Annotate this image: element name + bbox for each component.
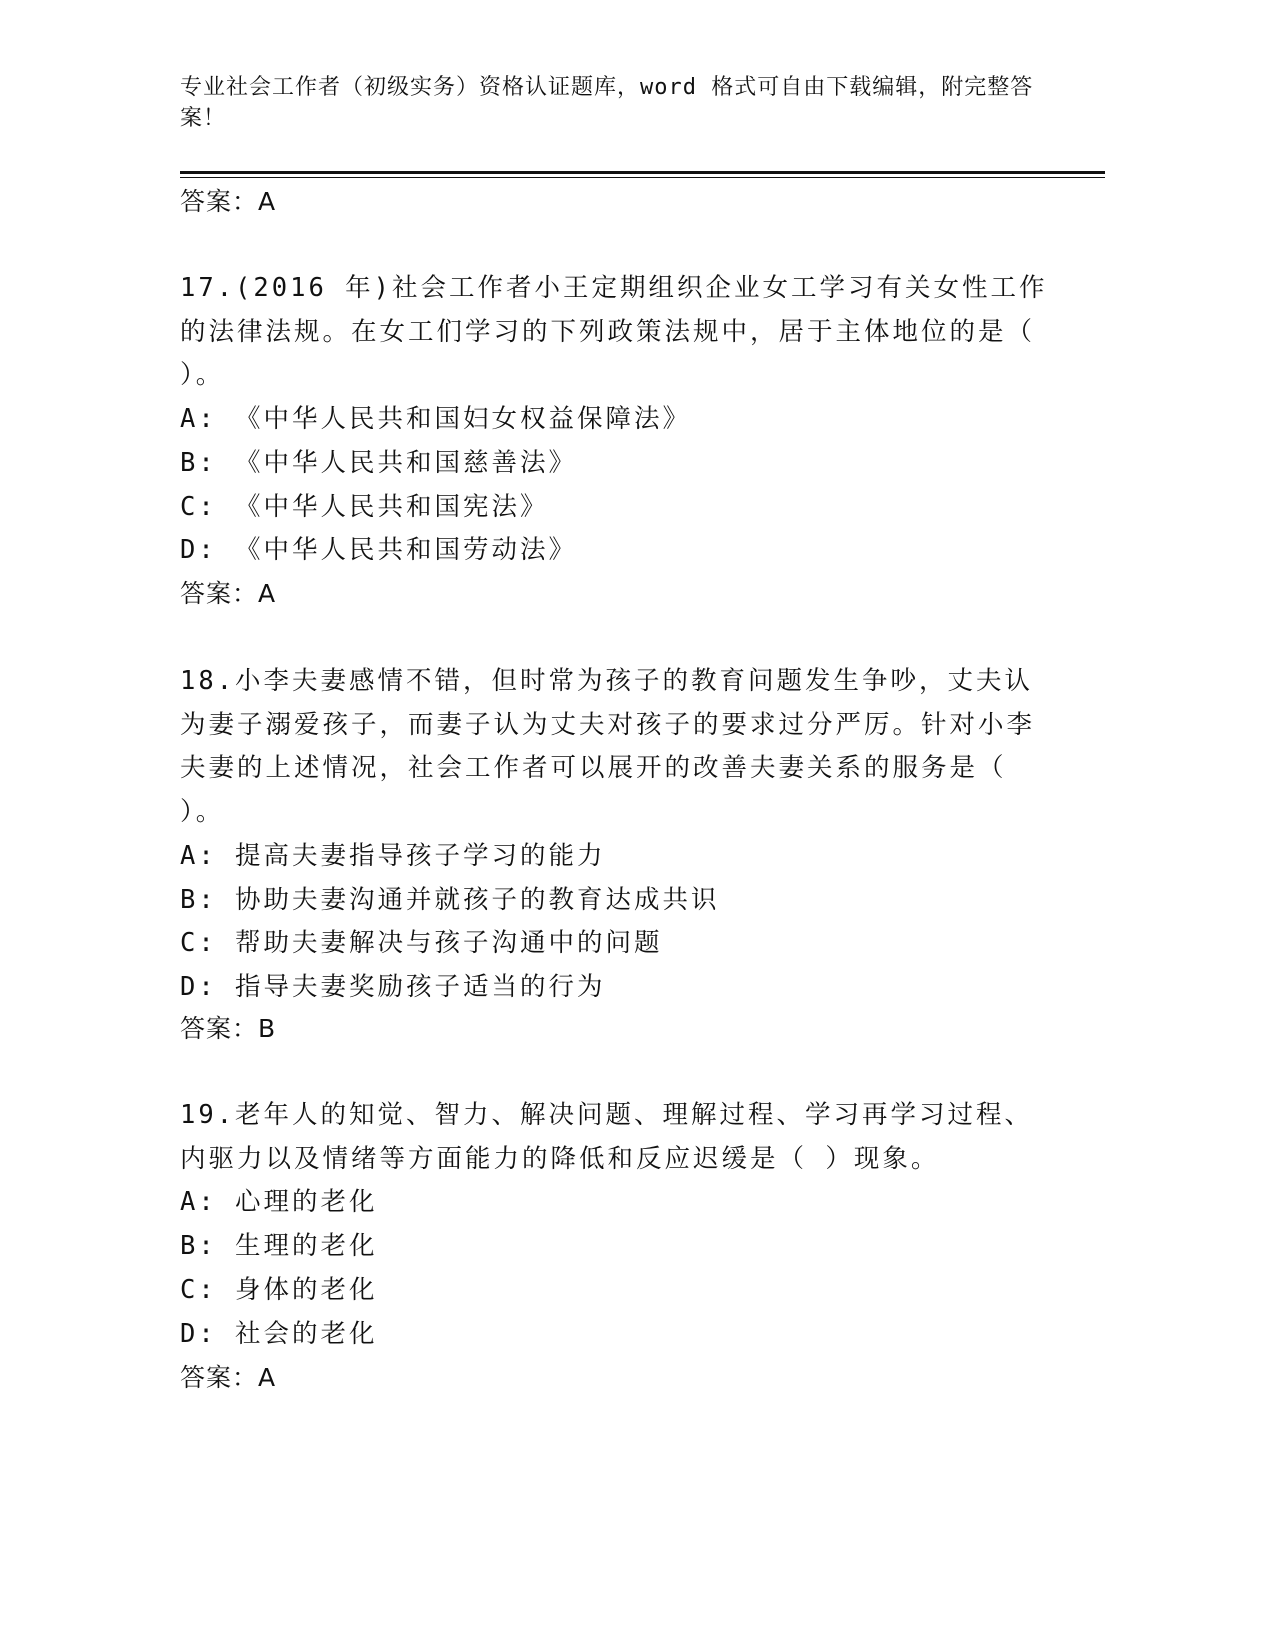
question-stem: 19.老年人的知觉、智力、解决问题、理解过程、学习再学习过程、内驱力以及情绪等方面能力的降低和反应迟缓是（ ）现象。 — [180, 1100, 1034, 1174]
option-b: B: 《中华人民共和国慈善法》 — [180, 447, 578, 478]
option-d: D: 《中华人民共和国劳动法》 — [180, 535, 578, 566]
question-stem: 18.小李夫妻感情不错，但时常为孩子的教育问题发生争吵，丈夫认为妻子溺爱孩子，而妻子认为丈夫对孩子的要求过分严厉。针对小李夫妻的上述情况，社会工作者可以展开的改善夫妻关系的服务是（ ）。 — [180, 666, 1036, 828]
header-rule-thin — [180, 177, 1105, 178]
option-c: C: 身体的老化 — [180, 1274, 378, 1305]
question-17 — [180, 267, 1060, 573]
option-d: D: 指导夫妻奖励孩子适当的行为 — [180, 971, 606, 1002]
header-rule-thick — [180, 171, 1105, 174]
option-c: C: 《中华人民共和国宪法》 — [180, 491, 549, 522]
option-c: C: 帮助夫妻解决与孩子沟通中的问题 — [180, 928, 663, 959]
option-a: A: 《中华人民共和国妇女权益保障法》 — [180, 404, 692, 435]
option-b: B: 生理的老化 — [180, 1231, 378, 1262]
question-19 — [180, 1094, 1060, 1356]
page-header: 专业社会工作者（初级实务）资格认证题库，word 格式可自由下载编辑，附完整答案！ — [180, 75, 1034, 131]
answer-line: 答案：A — [180, 187, 277, 216]
option-a: A: 提高夫妻指导孩子学习的能力 — [180, 840, 606, 871]
option-b: B: 协助夫妻沟通并就孩子的教育达成共识 — [180, 884, 720, 915]
answer-line: 答案：A — [180, 1363, 277, 1392]
question-18 — [180, 660, 1060, 1010]
answer-line: 答案：B — [180, 1014, 277, 1043]
question-stem: 17.(2016 年)社会工作者小王定期组织企业女工学习有关女性工作的法律法规。在女工们学习的下列政策法规中，居于主体地位的是（ ）。 — [180, 273, 1048, 391]
option-d: D: 社会的老化 — [180, 1318, 378, 1349]
option-a: A: 心理的老化 — [180, 1187, 378, 1218]
answer-line: 答案：A — [180, 579, 277, 608]
